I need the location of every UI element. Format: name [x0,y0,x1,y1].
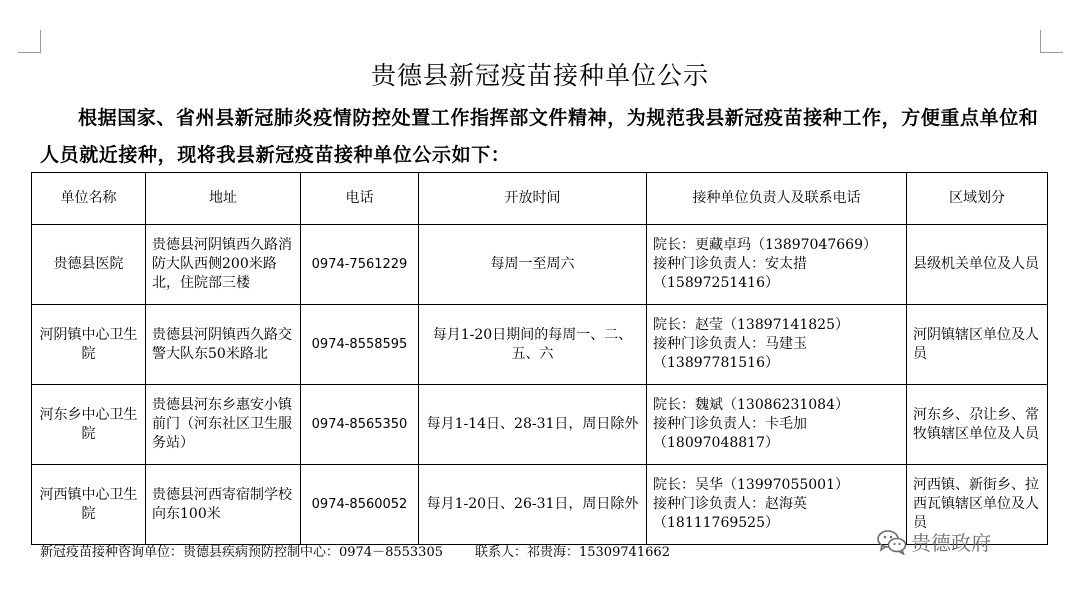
table-row [32,385,1048,465]
unit-region: 河西镇、新街乡、拉西瓦镇辖区单位及人员 [907,465,1048,545]
contact-clinic-lead: 接种门诊负责人：安太措 [653,256,807,272]
watermark-text: 贵德政府 [911,531,991,555]
contact-clinic-phone: （18111769525） [653,515,779,531]
unit-name: 贵德县医院 [32,225,146,305]
unit-name: 河西镇中心卫生院 [32,465,146,545]
unit-contact [647,465,907,545]
vaccination-units-table [31,172,1048,545]
header-phone: 电话 [301,173,419,225]
unit-address: 贵德县河东乡惠安小镇前门（河东社区卫生服务站） [146,385,301,465]
unit-hours: 每月1-14日、28-31日，周日除外 [419,385,647,465]
header-contact: 接种单位负责人及联系电话 [647,173,907,225]
unit-address: 贵德县河阴镇西久路交警大队东50米路北 [146,305,301,385]
contact-clinic-phone: （18097048817） [653,435,779,451]
unit-address: 贵德县河阴镇西久路消防大队西侧200米路北，住院部三楼 [146,225,301,305]
contact-clinic-phone: （15897251416） [653,275,779,291]
document-title: 贵德县新冠疫苗接种单位公示 [370,61,709,90]
unit-hours: 每月1-20日、26-31日，周日除外 [419,465,647,545]
unit-contact [647,305,907,385]
contact-director: 院长：赵莹（13897141825） [653,317,849,333]
unit-region: 河阴镇辖区单位及人员 [907,305,1048,385]
header-unit-name: 单位名称 [32,173,146,225]
unit-name: 河阴镇中心卫生院 [32,305,146,385]
contact-clinic-phone: （13897781516） [653,355,779,371]
contact-director: 院长：吴华（13997055001） [653,477,849,493]
unit-phone: 0974-8558595 [301,305,419,385]
contact-clinic-lead: 接种门诊负责人：赵海英 [653,496,807,512]
source-watermark [877,527,991,556]
unit-address: 贵德县河西寄宿制学校向东100米 [146,465,301,545]
unit-phone: 0974-8560052 [301,465,419,545]
intro-paragraph: 根据国家、省州县新冠肺炎疫情防控处置工作指挥部文件精神，为规范我县新冠疫苗接种工作，方便重点单位和人员就近接种，现将我县新冠疫苗接种单位公示如下： [40,107,1039,166]
contact-director: 院长：魏斌（13086231084） [653,397,849,413]
footer-consult-unit: 新冠疫苗接种咨询单位：贵德县疾病预防控制中心：0974－8553305 [40,545,443,560]
table-row [32,305,1048,385]
contact-director: 院长：更藏卓玛（13897047669） [653,237,877,253]
header-region: 区域划分 [907,173,1048,225]
header-open-hours: 开放时间 [419,173,647,225]
table-header-row [32,173,1048,225]
unit-hours: 每周一至周六 [419,225,647,305]
unit-contact [647,385,907,465]
unit-name: 河东乡中心卫生院 [32,385,146,465]
page-corner-mark-left [18,30,41,53]
unit-region: 河东乡、尕让乡、常牧镇辖区单位及人员 [907,385,1048,465]
unit-region: 县级机关单位及人员 [907,225,1048,305]
table-row [32,225,1048,305]
unit-phone: 0974-7561229 [301,225,419,305]
contact-clinic-lead: 接种门诊负责人：卡毛加 [653,416,807,432]
contact-clinic-lead: 接种门诊负责人：马建玉 [653,336,807,352]
unit-contact [647,225,907,305]
header-address: 地址 [146,173,301,225]
page-corner-mark-right [1040,30,1063,53]
consultation-footer [40,541,670,560]
unit-hours: 每月1-20日期间的每周一、二、五、六 [419,305,647,385]
wechat-icon [877,529,907,555]
unit-phone: 0974-8565350 [301,385,419,465]
footer-contact-person: 联系人：祁贵海：15309741662 [474,545,670,560]
